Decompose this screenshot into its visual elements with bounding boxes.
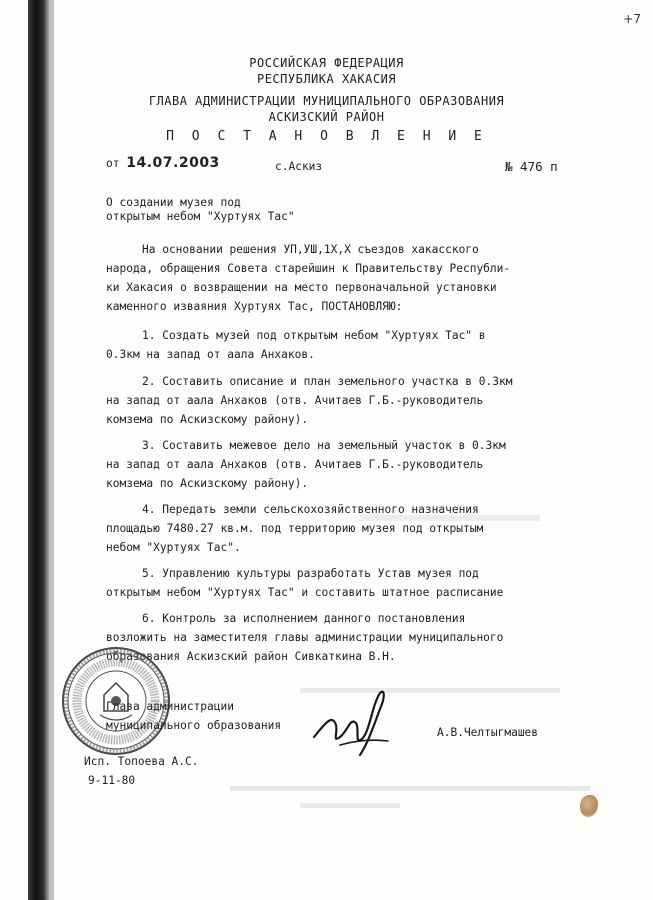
item-line: 1. Создать музей под открытым небом "Хуртуях Тас" в	[142, 329, 486, 342]
item-line: образования Аскизский район Сивкаткина В.Н.	[106, 650, 396, 663]
header-authority: ГЛАВА АДМИНИСТРАЦИИ МУНИЦИПАЛЬНОГО ОБРАЗОВАНИЯ	[148, 94, 505, 108]
header-country: РОССИЙСКАЯ ФЕДЕРАЦИЯ	[249, 56, 404, 70]
paper-stain	[580, 795, 598, 817]
date-label	[106, 157, 220, 170]
preamble-line: народа, обращения Совета старейшин к Правительству Республи-	[106, 262, 511, 275]
header-district: АСКИЗСКИЙ РАЙОН	[268, 110, 385, 124]
item-line: на запад от аала Анхаков (отв. Ачитаев Г.Б.-руководитель	[106, 394, 484, 407]
item-line: 5. Управлению культуры разработать Устав музея под	[142, 567, 479, 580]
item-line: 0.3км на запад от аала Анхаков.	[106, 348, 315, 361]
item-line: 4. Передать земли сельскохозяйственного назначения	[142, 503, 479, 516]
executor-phone: 9-11-80	[88, 774, 136, 787]
document-type-title: П О С Т А Н О В Л Е Н И Е	[166, 129, 487, 144]
date-prefix: от	[106, 157, 120, 170]
bleed-through-mark	[230, 786, 590, 791]
item-line: на запад от аала Анхаков (отв. Ачитаев Г.Б.-руководитель	[106, 458, 484, 471]
item-line: возложить на заместителя главы администрации муниципального	[106, 631, 504, 644]
item-line: небом "Хуртуях Тас".	[106, 541, 241, 554]
preamble-line: каменного изваяния Хуртуях Тас, ПОСТАНОВЛЯЮ:	[106, 300, 403, 313]
signatory-name: А.В.Челтыгмашев	[437, 726, 539, 739]
document-date: 14.07.2003	[126, 155, 220, 171]
item-line: площадью 7480.27 кв.м. под территорию музея под открытым	[106, 522, 484, 535]
bleed-through-mark	[300, 803, 400, 808]
document-number: № 476 п	[505, 159, 558, 174]
subject-line: О создании музея под	[106, 196, 241, 209]
signatory-title: муниципального образования	[106, 719, 282, 732]
item-line: 3. Составить межевое дело на земельный участок в 0.3км	[142, 439, 506, 452]
subject-line: открытым небом "Хуртуях Тас"	[106, 210, 295, 223]
preamble-line: ки Хакасия о возвращении на место первоначальной установки	[106, 281, 497, 294]
document-place: с.Аскиз	[275, 160, 323, 173]
header-republic: РЕСПУБЛИКА ХАКАСИЯ	[256, 72, 397, 86]
item-line: комзема по Аскизскому району).	[106, 413, 309, 426]
item-line: открытым небом "Хуртуях Тас" и составить штатное расписание	[106, 586, 504, 599]
handwritten-signature	[310, 685, 400, 757]
item-line: комзема по Аскизскому району).	[106, 477, 309, 490]
item-line: 2. Составить описание и план земельного участка в 0.3км	[142, 375, 513, 388]
executor-name: Исп. Топоева А.С.	[84, 755, 199, 768]
item-line: 6. Контроль за исполнением данного постановления	[142, 612, 466, 625]
preamble-line: На основании решения УП,УШ,1Х,Х съездов хакасского	[142, 243, 479, 256]
signatory-title: Глава администрации	[106, 700, 234, 713]
corner-page-mark: +7	[623, 12, 641, 26]
